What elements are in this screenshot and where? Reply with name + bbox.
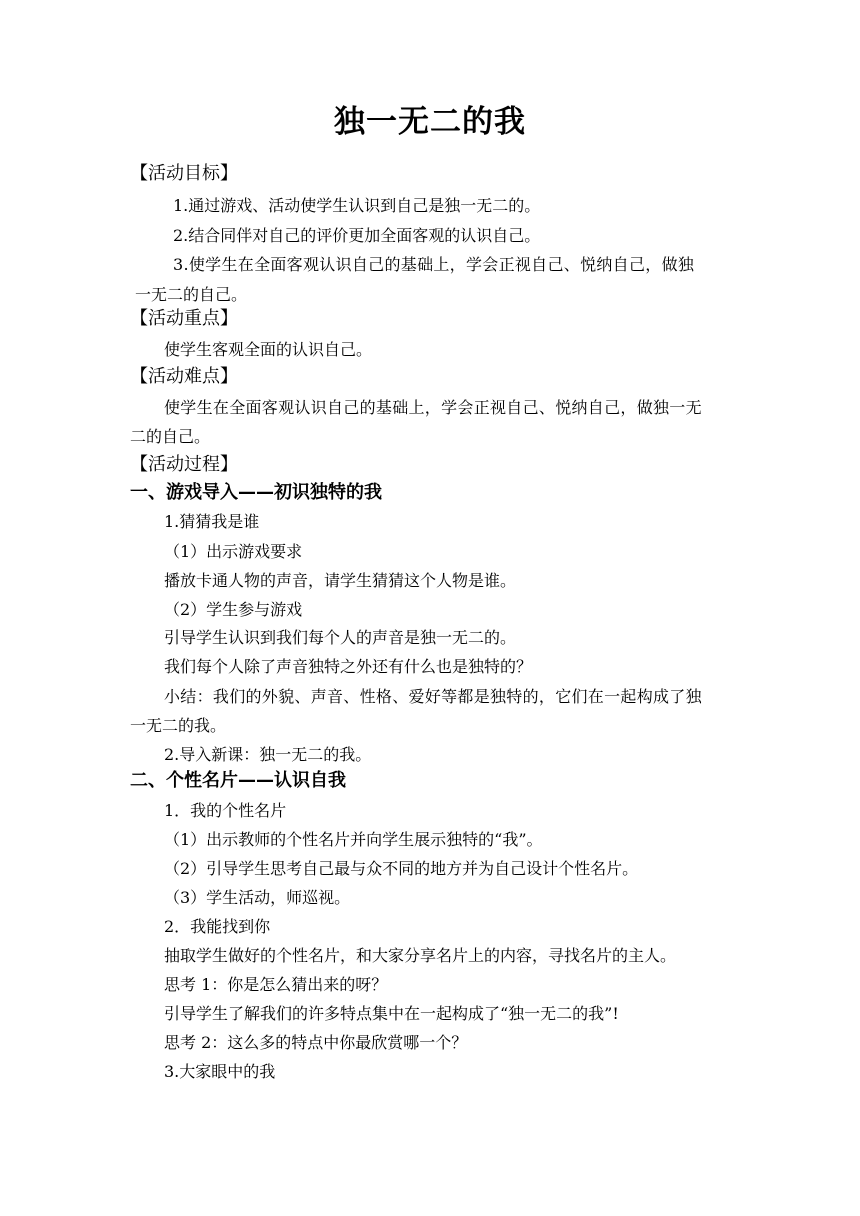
goal-item-continuation: 一无二的自己。	[135, 285, 248, 304]
process-heading: 【活动过程】	[130, 454, 238, 475]
part2-line: 引导学生了解我们的许多特点集中在一起构成了“独一无二的我”!	[164, 1004, 619, 1023]
part1-line: 我们每个人除了声音独特之外还有什么也是独特的？	[164, 657, 533, 676]
part1-line: （1）出示游戏要求	[164, 542, 303, 561]
part1-line: 1.猜猜我是谁	[164, 512, 260, 531]
goal-item: 2.结合同伴对自己的评价更加全面客观的认识自己。	[173, 226, 541, 245]
part2-line: 思考 2：这么多的特点中你最欣赏哪一个？	[164, 1033, 468, 1052]
part2-line: 1．我的个性名片	[164, 801, 287, 820]
focus-text: 使学生客观全面的认识自己。	[164, 340, 373, 359]
part1-line: 引导学生认识到我们每个人的声音是独一无二的。	[164, 628, 517, 647]
part1-line: 播放卡通人物的声音，请学生猜猜这个人物是谁。	[164, 571, 517, 590]
difficulty-heading: 【活动难点】	[130, 366, 238, 387]
document-title: 独一无二的我	[334, 104, 526, 140]
part1-line: 小结：我们的外貌、声音、性格、爱好等都是独特的，它们在一起构成了独	[164, 687, 702, 706]
part2-heading: 二、个性名片——认识自我	[130, 770, 346, 791]
goal-item: 3.使学生在全面客观认识自己的基础上，学会正视自己、悦纳自己，做独	[173, 255, 695, 274]
goals-heading: 【活动目标】	[130, 163, 238, 184]
goal-item: 1.通过游戏、活动使学生认识到自己是独一无二的。	[173, 196, 541, 215]
difficulty-text: 使学生在全面客观认识自己的基础上，学会正视自己、悦纳自己，做独一无	[164, 398, 702, 417]
part1-line-continuation: 一无二的我。	[130, 716, 227, 735]
part1-heading: 一、游戏导入——初识独特的我	[130, 482, 382, 503]
difficulty-text-continuation: 二的自己。	[130, 427, 211, 446]
part2-line: （3）学生活动，师巡视。	[164, 888, 351, 907]
part2-line: 思考 1：你是怎么猜出来的呀？	[164, 975, 388, 994]
part1-line: （2）学生参与游戏	[164, 600, 303, 619]
part2-line: （1）出示教师的个性名片并向学生展示独特的“我”。	[164, 830, 543, 849]
part2-line: 抽取学生做好的个性名片，和大家分享名片上的内容，寻找名片的主人。	[164, 946, 677, 965]
part1-line: 2.导入新课：独一无二的我。	[164, 745, 372, 764]
part2-line: （2）引导学生思考自己最与众不同的地方并为自己设计个性名片。	[164, 859, 639, 878]
part2-line: 2．我能找到你	[164, 917, 271, 936]
focus-heading: 【活动重点】	[130, 308, 238, 329]
part2-line: 3.大家眼中的我	[164, 1062, 276, 1081]
